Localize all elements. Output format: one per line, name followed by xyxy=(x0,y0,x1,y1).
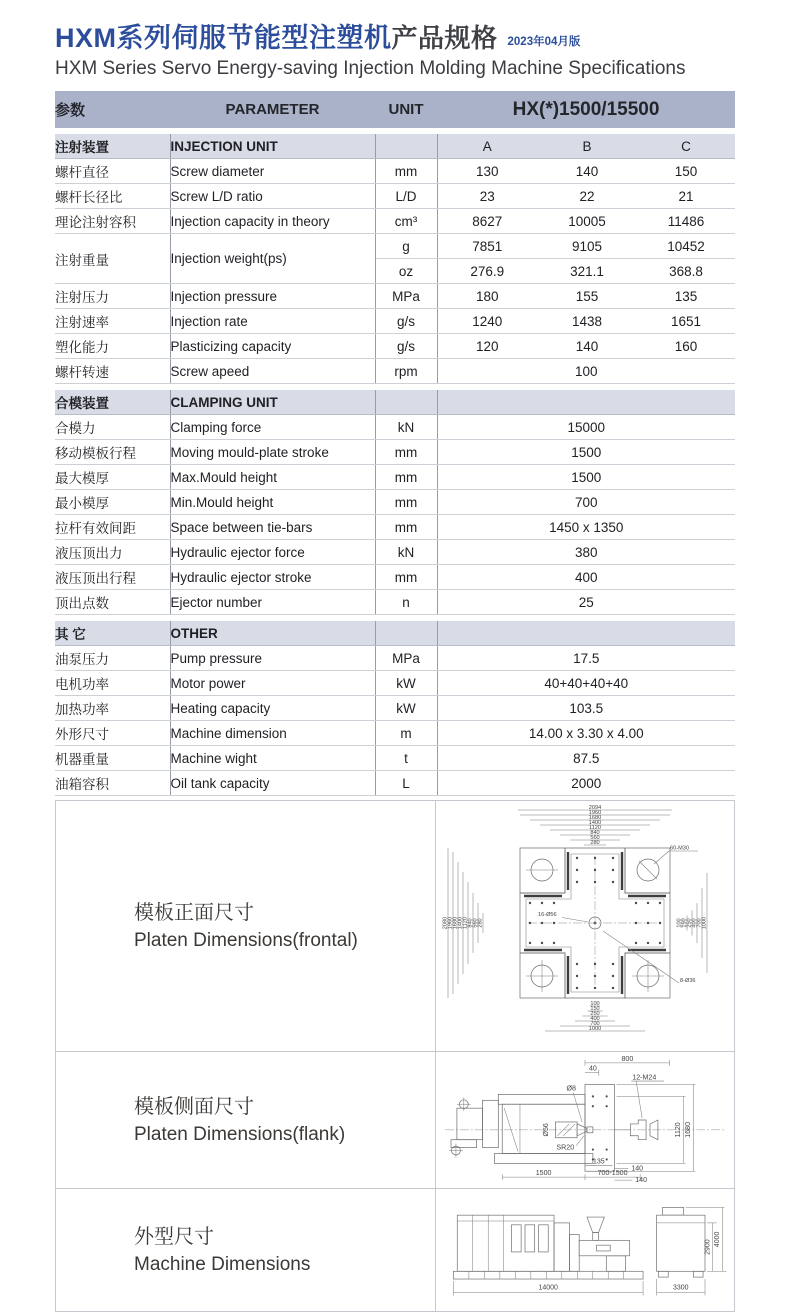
dim-label: 150 xyxy=(590,1005,600,1012)
param-en: Space between tie-bars xyxy=(170,515,375,540)
table-row xyxy=(55,721,735,746)
diagram-label-zh: 外型尺寸 xyxy=(134,1226,214,1249)
param-zh: 注射重量 xyxy=(55,234,170,284)
dim-label: 1400 xyxy=(588,819,602,826)
diagram-label-zh: 模板正面尺寸 xyxy=(134,902,254,925)
value-merged: 87.5 xyxy=(437,746,735,771)
param-en: Screw apeed xyxy=(170,359,375,384)
dim-label: 2900 xyxy=(704,1239,712,1255)
param-zh: 加热功率 xyxy=(55,696,170,721)
param-en: Moving mould-plate stroke xyxy=(170,440,375,465)
param-en: Max.Mould height xyxy=(170,465,375,490)
param-zh: 最小模厚 xyxy=(55,490,170,515)
unit-cell: mm xyxy=(375,440,437,465)
corner-block xyxy=(520,848,565,893)
table-row xyxy=(55,234,735,259)
section-unit-cell xyxy=(375,390,437,415)
header-param-en: PARAMETER xyxy=(170,91,375,128)
diagram-label-flank xyxy=(56,1052,436,1188)
unit-cell: mm xyxy=(375,465,437,490)
dim-label: Ø56 xyxy=(542,1123,551,1137)
machine-outline-diagram xyxy=(436,1190,734,1310)
corner-block xyxy=(625,848,670,893)
dim-label: 2080 xyxy=(442,916,449,930)
dim-label: 100 xyxy=(590,1000,600,1007)
col-c-label: C xyxy=(637,134,735,159)
param-en: Motor power xyxy=(170,671,375,696)
unit-cell: MPa xyxy=(375,284,437,309)
diagram-label-machine xyxy=(56,1189,436,1311)
value-b: 321.1 xyxy=(537,259,637,284)
table-row xyxy=(55,309,735,334)
value-merged: 100 xyxy=(437,359,735,384)
diagram-label-zh: 模板侧面尺寸 xyxy=(134,1096,254,1119)
unit-cell: mm xyxy=(375,159,437,184)
dim-label: 800 xyxy=(621,1054,634,1063)
unit-cell: g/s xyxy=(375,334,437,359)
dim-label: 840 xyxy=(467,918,474,928)
table-row xyxy=(55,565,735,590)
value-c: 150 xyxy=(637,159,735,184)
unit-cell: mm xyxy=(375,515,437,540)
value-a: 8627 xyxy=(437,209,537,234)
machine-end-view xyxy=(657,1215,705,1271)
dim-label: 1680 xyxy=(683,1121,692,1138)
dim-label: 1400 xyxy=(457,916,464,930)
corner-block xyxy=(625,953,670,998)
platen-flank-diagram xyxy=(436,1053,734,1187)
dim-label: 135 xyxy=(592,1157,605,1166)
section-row-clamping xyxy=(55,390,735,415)
table-row xyxy=(55,465,735,490)
param-en: Hydraulic ejector stroke xyxy=(170,565,375,590)
value-merged: 2000 xyxy=(437,771,735,796)
unit-cell: mm xyxy=(375,565,437,590)
section-values-cell xyxy=(437,390,735,415)
param-en: Machine wight xyxy=(170,746,375,771)
page-subtitle: HXM Series Servo Energy-saving Injection Molding Machine Specifications xyxy=(55,58,686,79)
unit-cell: cm³ xyxy=(375,209,437,234)
param-zh: 塑化能力 xyxy=(55,334,170,359)
diagram-label-en: Platen Dimensions(flank) xyxy=(134,1124,346,1146)
table-row xyxy=(55,746,735,771)
dim-label: 1120 xyxy=(462,916,469,930)
param-zh: 外形尺寸 xyxy=(55,721,170,746)
unit-cell: L xyxy=(375,771,437,796)
title-zh: HXM系列伺服节能型注塑机 xyxy=(55,23,392,53)
value-merged: 400 xyxy=(437,565,735,590)
value-merged: 700 xyxy=(437,490,735,515)
table-row xyxy=(55,415,735,440)
unit-cell: t xyxy=(375,746,437,771)
dim-label: 1000 xyxy=(588,1025,602,1032)
table-row xyxy=(55,540,735,565)
value-merged: 17.5 xyxy=(437,646,735,671)
dim-label: 1680 xyxy=(588,814,602,821)
param-en: Plasticizing capacity xyxy=(170,334,375,359)
table-header-row xyxy=(55,91,735,128)
param-zh: 螺杆转速 xyxy=(55,359,170,384)
value-merged: 103.5 xyxy=(437,696,735,721)
unit-cell: kN xyxy=(375,540,437,565)
dim-label: 40 xyxy=(588,1064,597,1073)
header-unit: UNIT xyxy=(375,91,437,128)
param-en: Pump pressure xyxy=(170,646,375,671)
dim-label: 400 xyxy=(590,1015,600,1022)
unit-cell: mm xyxy=(375,490,437,515)
unit-cell: kW xyxy=(375,696,437,721)
dim-label: 4000 xyxy=(714,1231,722,1248)
dim-label: 280 xyxy=(590,839,600,846)
dim-label: 1500 xyxy=(535,1169,552,1178)
param-en: Screw L/D ratio xyxy=(170,184,375,209)
value-a: 1240 xyxy=(437,309,537,334)
param-zh: 螺杆长径比 xyxy=(55,184,170,209)
value-a: 180 xyxy=(437,284,537,309)
dim-label: 1120 xyxy=(674,1122,683,1138)
dim-label: 250 xyxy=(590,1010,600,1017)
param-zh: 液压顶出行程 xyxy=(55,565,170,590)
param-zh: 油泵压力 xyxy=(55,646,170,671)
table-row xyxy=(55,159,735,184)
table-row xyxy=(55,209,735,234)
section-title-en: OTHER xyxy=(170,621,375,646)
header-model: HX(*)1500/15500 xyxy=(437,91,735,128)
dim-label: 560 xyxy=(472,918,479,928)
param-en: Heating capacity xyxy=(170,696,375,721)
dim-label: 150 xyxy=(681,918,688,928)
param-zh: 拉杆有效间距 xyxy=(55,515,170,540)
value-a: 120 xyxy=(437,334,537,359)
spec-table xyxy=(55,91,735,796)
value-c: 21 xyxy=(637,184,735,209)
param-en: Injection rate xyxy=(170,309,375,334)
machine-base xyxy=(453,1271,643,1279)
dim-label: 1960 xyxy=(447,916,454,930)
dim-label: 3300 xyxy=(673,1284,689,1292)
unit-cell: g xyxy=(375,234,437,259)
value-a: 130 xyxy=(437,159,537,184)
value-merged: 15000 xyxy=(437,415,735,440)
table-row xyxy=(55,671,735,696)
table-row xyxy=(55,334,735,359)
param-zh: 机器重量 xyxy=(55,746,170,771)
table-row xyxy=(55,646,735,671)
title-suffix: 产品规格 xyxy=(391,23,498,53)
param-en: Injection capacity in theory xyxy=(170,209,375,234)
unit-cell: rpm xyxy=(375,359,437,384)
param-en: Screw diameter xyxy=(170,159,375,184)
param-en: Injection weight(ps) xyxy=(170,234,375,284)
diagram-figure-flank xyxy=(436,1052,734,1188)
header-param-zh: 参数 xyxy=(55,91,170,128)
dim-label: 400 xyxy=(691,918,698,928)
dim-label: 140 xyxy=(631,1164,644,1173)
param-zh: 液压顶出力 xyxy=(55,540,170,565)
unit-cell: n xyxy=(375,590,437,615)
hopper xyxy=(587,1217,604,1232)
table-row xyxy=(55,515,735,540)
section-row-other xyxy=(55,621,735,646)
injection-barrel xyxy=(579,1240,629,1255)
param-zh: 最大模厚 xyxy=(55,465,170,490)
dim-label: 250 xyxy=(686,918,693,928)
table-row xyxy=(55,771,735,796)
diagram-row-frontal xyxy=(56,801,734,1052)
section-row-injection xyxy=(55,134,735,159)
table-row xyxy=(55,696,735,721)
param-en: Injection pressure xyxy=(170,284,375,309)
value-merged: 1450 x 1350 xyxy=(437,515,735,540)
diagram-row-machine xyxy=(56,1189,734,1311)
platen-frontal-diagram xyxy=(440,802,730,1050)
machine-cabinet xyxy=(457,1215,554,1271)
unit-cell: m xyxy=(375,721,437,746)
annotation-label: 60-M30 xyxy=(670,845,689,852)
param-zh: 顶出点数 xyxy=(55,590,170,615)
table-row xyxy=(55,359,735,384)
value-c: 160 xyxy=(637,334,735,359)
value-merged: 380 xyxy=(437,540,735,565)
dim-label: 14000 xyxy=(538,1284,558,1292)
param-zh: 电机功率 xyxy=(55,671,170,696)
value-merged: 40+40+40+40 xyxy=(437,671,735,696)
section-title-zh: 合模装置 xyxy=(55,390,170,415)
unit-cell: g/s xyxy=(375,309,437,334)
dim-label: 700 xyxy=(696,918,703,928)
dim-label: 700 xyxy=(590,1020,600,1027)
dim-label: 140 xyxy=(635,1176,648,1185)
version-label: 2023年04月版 xyxy=(507,36,581,48)
unit-cell: kW xyxy=(375,671,437,696)
value-b: 9105 xyxy=(537,234,637,259)
param-en: Min.Mould height xyxy=(170,490,375,515)
param-en: Clamping force xyxy=(170,415,375,440)
value-c: 135 xyxy=(637,284,735,309)
value-b: 140 xyxy=(537,334,637,359)
dim-label: 840 xyxy=(590,829,600,836)
dim-label: 280 xyxy=(477,918,484,928)
value-merged: 25 xyxy=(437,590,735,615)
value-b: 155 xyxy=(537,284,637,309)
param-en: Hydraulic ejector force xyxy=(170,540,375,565)
value-b: 10005 xyxy=(537,209,637,234)
value-b: 22 xyxy=(537,184,637,209)
diagram-figure-frontal xyxy=(436,801,734,1051)
section-title-zh: 注射装置 xyxy=(55,134,170,159)
unit-cell: oz xyxy=(375,259,437,284)
annotation-label: 8-Ø36 xyxy=(680,978,696,984)
table-row xyxy=(55,440,735,465)
table-row xyxy=(55,590,735,615)
param-en: Ejector number xyxy=(170,590,375,615)
col-b-label: B xyxy=(537,134,637,159)
dim-label: 1960 xyxy=(588,809,602,816)
value-b: 1438 xyxy=(537,309,637,334)
table-row xyxy=(55,284,735,309)
param-zh: 合模力 xyxy=(55,415,170,440)
corner-block xyxy=(520,953,565,998)
value-merged: 1500 xyxy=(437,465,735,490)
value-a: 7851 xyxy=(437,234,537,259)
unit-cell: L/D xyxy=(375,184,437,209)
diagram-label-en: Platen Dimensions(frontal) xyxy=(134,930,358,952)
diagram-label-frontal xyxy=(56,801,436,1051)
unit-cell: kN xyxy=(375,415,437,440)
param-zh: 注射速率 xyxy=(55,309,170,334)
dim-label: 100 xyxy=(676,918,683,928)
value-c: 11486 xyxy=(637,209,735,234)
table-row xyxy=(55,184,735,209)
dim-label: 700-1500 xyxy=(597,1169,628,1178)
dim-label: Ø8 xyxy=(566,1084,576,1093)
value-c: 10452 xyxy=(637,234,735,259)
section-title-en: CLAMPING UNIT xyxy=(170,390,375,415)
diagram-figure-machine xyxy=(436,1189,734,1311)
param-en: Oil tank capacity xyxy=(170,771,375,796)
page-title xyxy=(55,16,735,55)
dim-label: SR20 xyxy=(556,1143,575,1152)
dim-label: 560 xyxy=(590,834,600,841)
dim-label: 2094 xyxy=(588,804,602,811)
param-zh: 理论注射容积 xyxy=(55,209,170,234)
section-title-en: INJECTION UNIT xyxy=(170,134,375,159)
clamp-housing xyxy=(554,1223,569,1271)
section-unit-cell xyxy=(375,134,437,159)
param-zh: 螺杆直径 xyxy=(55,159,170,184)
param-zh: 注射压力 xyxy=(55,284,170,309)
value-merged: 14.00 x 3.30 x 4.00 xyxy=(437,721,735,746)
value-c: 1651 xyxy=(637,309,735,334)
value-merged: 1500 xyxy=(437,440,735,465)
dim-label: 1680 xyxy=(452,916,459,930)
section-values-cell xyxy=(437,621,735,646)
section-title-zh: 其 它 xyxy=(55,621,170,646)
dim-label: 1120 xyxy=(588,824,602,831)
annotation-label: 16-Ø56 xyxy=(538,912,557,918)
value-b: 140 xyxy=(537,159,637,184)
value-c: 368.8 xyxy=(637,259,735,284)
value-a: 23 xyxy=(437,184,537,209)
dim-label: 1000 xyxy=(701,916,708,930)
param-zh: 油箱容积 xyxy=(55,771,170,796)
unit-cell: MPa xyxy=(375,646,437,671)
param-en: Machine dimension xyxy=(170,721,375,746)
diagrams-panel xyxy=(55,800,735,1312)
table-row xyxy=(55,490,735,515)
section-unit-cell xyxy=(375,621,437,646)
diagram-label-en: Machine Dimensions xyxy=(134,1254,311,1276)
diagram-row-flank xyxy=(56,1052,734,1189)
param-zh: 移动模板行程 xyxy=(55,440,170,465)
dim-label: 12-M24 xyxy=(632,1073,657,1082)
col-a-label: A xyxy=(437,134,537,159)
value-a: 276.9 xyxy=(437,259,537,284)
